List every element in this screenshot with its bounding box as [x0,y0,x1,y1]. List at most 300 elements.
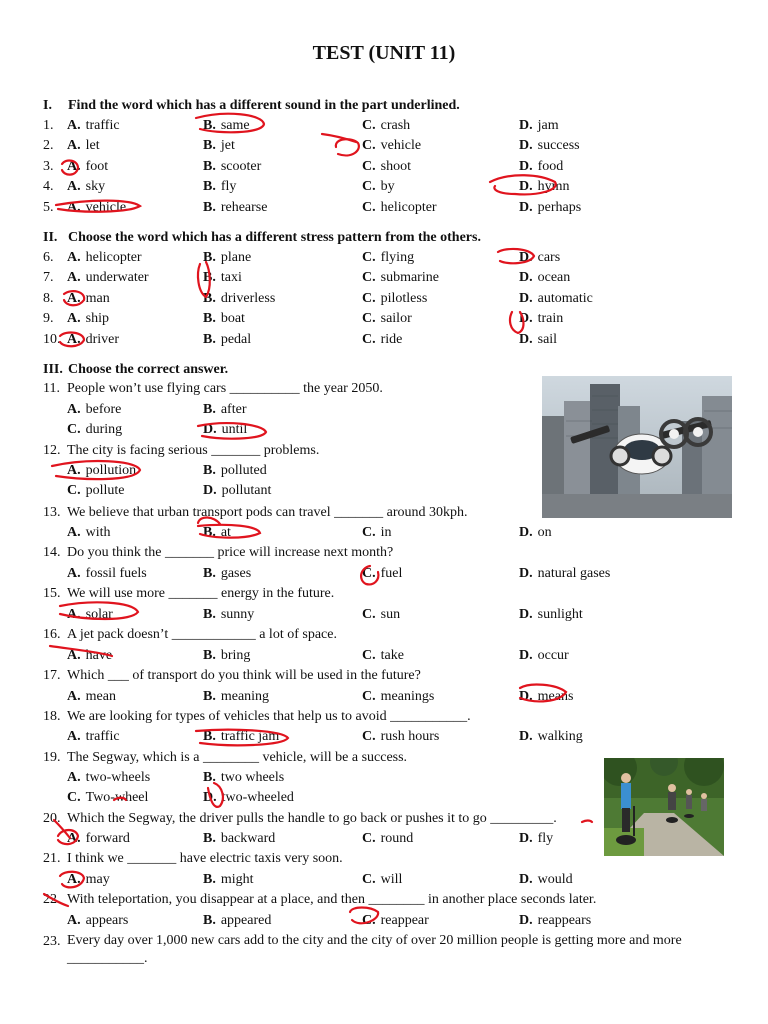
option-letter: D. [519,332,533,347]
option-text: Two-wheel [85,790,149,805]
answer-option-a[interactable] [67,768,150,788]
option-text: traffic [85,118,120,133]
option-text: fuel [380,566,403,581]
option-text: sun [380,607,401,622]
section-2-heading [43,228,481,248]
option-text: traffic jam [220,729,280,744]
option-text: appeared [220,913,272,928]
option-text: meanings [380,689,435,704]
option-text: would [537,872,573,887]
option-text: sunlight [537,607,583,622]
question-text: Do you think the _______ price will increase next month? [67,545,394,560]
answer-option-d[interactable] [519,727,583,747]
answer-option-a[interactable] [67,198,126,218]
answer-option-a[interactable] [67,605,113,625]
option-text: pilotless [380,291,428,306]
option-text: will [380,872,403,887]
option-text: natural gases [537,566,611,581]
option-letter: A. [67,872,81,887]
option-letter: C. [362,831,376,846]
option-text: flying [380,250,415,265]
option-text: polluted [220,463,267,478]
option-letter: D. [203,790,217,805]
question-number: 4. [43,179,54,194]
option-text: man [85,291,110,306]
answer-option-d[interactable] [519,605,583,625]
option-text: pollute [85,483,125,498]
option-letter: B. [203,525,216,540]
option-text: walking [537,729,583,744]
option-text: traffic [85,729,120,744]
question-number: 17. [43,668,61,683]
answer-option-a[interactable] [67,870,110,890]
option-letter: C. [67,790,81,805]
option-letter: A. [67,311,81,326]
option-letter: A. [67,525,81,540]
option-letter: C. [362,250,376,265]
option-letter: A. [67,689,81,704]
answer-option-c[interactable] [362,268,439,288]
answer-option-d[interactable] [519,870,573,890]
answer-option-d[interactable] [519,911,591,931]
option-letter: A. [67,118,81,133]
question-text: We will use more _______ energy in the future. [67,586,335,601]
answer-option-d[interactable] [203,420,247,440]
question-number: 3. [43,159,54,174]
question-number: 13. [43,505,61,520]
answer-option-a[interactable] [67,564,147,584]
option-letter: B. [203,607,216,622]
option-letter: A. [67,159,81,174]
option-letter: B. [203,729,216,744]
option-letter: C. [362,689,376,704]
option-text: let [85,138,100,153]
answer-option-b[interactable] [203,829,275,849]
question-number: 16. [43,627,61,642]
answer-option-a[interactable] [67,400,121,420]
option-letter: A. [67,332,81,347]
answer-option-a[interactable] [67,309,109,329]
option-letter: C. [362,913,376,928]
question-number: 18. [43,709,61,724]
question-text: I think we _______ have electric taxis very soon. [67,851,343,866]
question-text: We believe that urban transport pods can travel _______ around 30kph. [67,505,468,520]
answer-option-b[interactable] [203,248,251,268]
option-letter: A. [67,913,81,928]
option-letter: A. [67,402,81,417]
option-letter: B. [203,463,216,478]
segway-image [604,758,724,856]
option-text: might [220,872,254,887]
option-letter: D. [519,525,533,540]
option-letter: C. [362,872,376,887]
answer-option-b[interactable] [203,268,242,288]
answer-option-b[interactable] [203,330,251,350]
option-text: rehearse [220,200,268,215]
flying-car-image [542,376,732,518]
option-letter: D. [519,291,533,306]
question-text: We are looking for types of vehicles that help us to avoid ___________. [67,709,471,724]
option-text: helicopter [85,250,142,265]
option-text: helicopter [380,200,437,215]
question-number: 11. [43,381,60,396]
option-letter: A. [67,291,81,306]
answer-option-c[interactable] [67,420,122,440]
option-letter: C. [362,311,376,326]
answer-option-b[interactable] [203,198,267,218]
option-text: pedal [220,332,252,347]
option-text: perhaps [537,200,582,215]
option-text: ocean [537,270,571,285]
option-text: with [85,525,111,540]
option-letter: B. [203,913,216,928]
option-letter: C. [362,607,376,622]
option-text: underwater [85,270,149,285]
option-text: success [537,138,580,153]
answer-option-d[interactable] [519,177,570,197]
option-letter: D. [519,159,533,174]
option-letter: B. [203,689,216,704]
answer-option-d[interactable] [519,198,581,218]
answer-option-c[interactable] [67,481,125,501]
option-text: in [380,525,392,540]
answer-option-b[interactable] [203,136,235,156]
answer-option-d[interactable] [519,330,557,350]
option-text: occur [537,648,569,663]
option-text: mean [85,689,116,704]
option-letter: D. [519,913,533,928]
option-text: jet [220,138,235,153]
question-number: 10. [43,332,61,347]
option-text: gases [220,566,252,581]
option-letter: D. [519,118,533,133]
question-number: 5. [43,200,54,215]
option-letter: C. [362,566,376,581]
option-text: submarine [380,270,439,285]
option-letter: A. [67,831,81,846]
option-letter: B. [203,332,216,347]
question-number: 6. [43,250,54,265]
option-text: means [537,689,574,704]
option-text: rush hours [380,729,440,744]
answer-option-a[interactable] [67,268,149,288]
option-text: pollution [85,463,137,478]
option-text: fly [220,179,237,194]
question-number: 15. [43,586,61,601]
option-letter: C. [362,648,376,663]
answer-option-c[interactable] [362,605,400,625]
option-letter: D. [519,138,533,153]
question-text: With teleportation, you disappear at a place, and then ________ in another place seconds later. [67,892,597,907]
option-letter: D. [519,250,533,265]
answer-option-a[interactable] [67,248,142,268]
answer-option-b[interactable] [203,646,250,666]
option-text: may [85,872,110,887]
answer-option-a[interactable] [67,646,112,666]
option-text: foot [85,159,109,174]
answer-option-b[interactable] [203,400,247,420]
option-text: fossil fuels [85,566,147,581]
answer-option-c[interactable] [362,136,421,156]
question-text: The Segway, which is a ________ vehicle, will be a success. [67,750,408,765]
answer-option-a[interactable] [67,687,116,707]
option-text: hymn [537,179,570,194]
segway-illustration [604,758,724,856]
answer-option-d[interactable] [519,687,573,707]
option-text: ship [85,311,109,326]
question-number: 22. [43,892,61,907]
answer-option-c[interactable] [362,289,427,309]
option-letter: B. [203,770,216,785]
answer-option-c[interactable] [362,870,402,890]
option-letter: A. [67,648,81,663]
option-text: fly [537,831,554,846]
answer-option-b[interactable] [203,768,284,788]
option-letter: A. [67,200,81,215]
option-text: reappear [380,913,429,928]
option-letter: C. [362,291,376,306]
option-letter: D. [519,729,533,744]
answer-option-b[interactable] [203,605,254,625]
question-number: 14. [43,545,61,560]
answer-option-c[interactable] [362,330,402,350]
answer-option-c[interactable] [362,829,413,849]
option-text: vehicle [85,200,127,215]
option-letter: C. [362,159,376,174]
option-letter: B. [203,291,216,306]
answer-option-d[interactable] [519,157,563,177]
option-text: two-wheels [85,770,151,785]
answer-option-c[interactable] [362,198,437,218]
answer-option-a[interactable] [67,829,130,849]
option-text: jam [537,118,559,133]
question-number: 2. [43,138,54,153]
option-letter: B. [203,138,216,153]
section-3-instruction: Choose the correct answer. [68,362,229,377]
question-text: People won’t use flying cars __________ the year 2050. [67,381,383,396]
option-text: sail [537,332,558,347]
option-text: vehicle [380,138,422,153]
option-text: taxi [220,270,242,285]
option-letter: B. [203,648,216,663]
section-1-instruction: Find the word which has a different sound in the part underlined. [68,98,460,113]
option-letter: D. [519,872,533,887]
option-letter: C. [362,118,376,133]
answer-option-c[interactable] [67,788,148,808]
option-text: cars [537,250,561,265]
option-letter: D. [519,566,533,581]
option-letter: D. [519,648,533,663]
option-letter: B. [203,831,216,846]
page-title: TEST (UNIT 11) [312,42,456,64]
answer-option-c[interactable] [362,911,429,931]
question-text: The city is facing serious _______ problems. [67,443,320,458]
answer-option-c[interactable] [362,309,412,329]
option-letter: C. [67,422,81,437]
answer-option-a[interactable] [67,116,120,136]
option-letter: D. [519,311,533,326]
option-letter: A. [67,566,81,581]
option-text: same [220,118,250,133]
question-number: 19. [43,750,61,765]
option-text: sky [85,179,106,194]
question-text: Which the Segway, the driver pulls the handle to go back or pushes it to go _________. [67,811,557,826]
option-letter: B. [203,250,216,265]
section-3-heading [43,360,228,380]
option-text: reappears [537,913,592,928]
answer-option-d[interactable] [519,564,610,584]
option-letter: D. [203,422,217,437]
option-text: round [380,831,414,846]
answer-option-d[interactable] [519,646,569,666]
answer-option-c[interactable] [362,687,434,707]
option-letter: B. [203,402,216,417]
answer-option-d[interactable] [203,481,271,501]
answer-option-c[interactable] [362,248,414,268]
answer-option-a[interactable] [67,523,111,543]
question-number: 20. [43,811,61,826]
answer-option-b[interactable] [203,177,236,197]
answer-option-d[interactable] [519,289,593,309]
option-text: crash [380,118,411,133]
answer-option-d[interactable] [519,248,560,268]
question-number: 21. [43,851,61,866]
answer-option-c[interactable] [362,564,402,584]
option-letter: C. [362,729,376,744]
answer-option-b[interactable] [203,157,261,177]
answer-option-d[interactable] [519,523,552,543]
option-text: two-wheeled [221,790,294,805]
option-letter: C. [362,179,376,194]
answer-option-b[interactable] [203,289,275,309]
option-letter: C. [362,270,376,285]
option-text: appears [85,913,129,928]
option-letter: D. [519,179,533,194]
option-letter: D. [519,270,533,285]
answer-option-b[interactable] [203,870,254,890]
answer-option-b[interactable] [203,911,271,931]
section-1-heading [43,96,460,116]
answer-option-a[interactable] [67,177,105,197]
option-letter: D. [519,689,533,704]
section-2-roman: II. [43,230,58,245]
option-text: solar [85,607,113,622]
option-letter: A. [67,179,81,194]
answer-option-c[interactable] [362,727,439,747]
answer-option-b[interactable] [203,727,279,747]
option-text: backward [220,831,276,846]
answer-option-a[interactable] [67,136,100,156]
option-letter: B. [203,118,216,133]
option-text: driverless [220,291,276,306]
option-text: sailor [380,311,412,326]
option-text: two wheels [220,770,285,785]
option-letter: D. [519,607,533,622]
answer-option-b[interactable] [203,461,267,481]
answer-option-b[interactable] [203,687,269,707]
question-number: 12. [43,443,61,458]
question-number: 8. [43,291,54,306]
answer-option-a[interactable] [67,461,136,481]
option-text: on [537,525,552,540]
option-letter: B. [203,566,216,581]
section-1-roman: I. [43,98,52,113]
option-text: meaning [220,689,270,704]
answer-option-b[interactable] [203,523,231,543]
option-letter: A. [67,729,81,744]
answer-option-a[interactable] [67,157,108,177]
section-3-roman: III. [43,362,63,377]
option-letter: B. [203,311,216,326]
answer-option-b[interactable] [203,116,250,136]
answer-option-d[interactable] [519,136,580,156]
question-number: 7. [43,270,54,285]
answer-option-a[interactable] [67,330,119,350]
answer-option-d[interactable] [519,268,570,288]
answer-option-d[interactable] [203,788,294,808]
question-number: 9. [43,311,54,326]
answer-option-a[interactable] [67,289,110,309]
option-letter: A. [67,463,81,478]
option-letter: B. [203,270,216,285]
option-text: during [85,422,123,437]
option-text: before [85,402,122,417]
option-letter: A. [67,607,81,622]
section-2-instruction: Choose the word which has a different stress pattern from the others. [68,230,481,245]
option-text: at [220,525,231,540]
answer-option-c[interactable] [362,646,404,666]
option-text: plane [220,250,252,265]
answer-option-d[interactable] [519,829,553,849]
option-text: boat [220,311,245,326]
answer-option-c[interactable] [362,523,392,543]
option-letter: C. [67,483,81,498]
answer-option-c[interactable] [362,157,411,177]
question-number: 23. [43,934,61,949]
answer-option-d[interactable] [519,116,559,136]
option-text: have [85,648,113,663]
answer-option-b[interactable] [203,564,251,584]
option-text: driver [85,332,120,347]
option-letter: B. [203,159,216,174]
option-text: sunny [220,607,255,622]
question-text: Every day over 1,000 new cars add to the city and the city of over 20 million people is getting more and more ___________. [67,933,682,966]
option-text: pollutant [221,483,272,498]
option-letter: A. [67,138,81,153]
question-text: A jet pack doesn’t ____________ a lot of space. [67,627,337,642]
answer-option-c[interactable] [362,177,395,197]
flying-car-illustration [542,376,732,518]
option-letter: C. [362,200,376,215]
answer-option-d[interactable] [519,309,563,329]
question-text: Which ___ of transport do you think will be used in the future? [67,668,421,683]
option-letter: C. [362,138,376,153]
option-letter: D. [519,200,533,215]
answer-option-a[interactable] [67,727,120,747]
answer-option-c[interactable] [362,116,410,136]
answer-option-b[interactable] [203,309,245,329]
option-text: scooter [220,159,262,174]
answer-option-a[interactable] [67,911,128,931]
option-letter: B. [203,200,216,215]
option-text: ride [380,332,403,347]
option-text: after [220,402,247,417]
option-letter: D. [519,831,533,846]
option-text: by [380,179,395,194]
option-letter: D. [203,483,217,498]
option-letter: B. [203,179,216,194]
option-text: shoot [380,159,411,174]
